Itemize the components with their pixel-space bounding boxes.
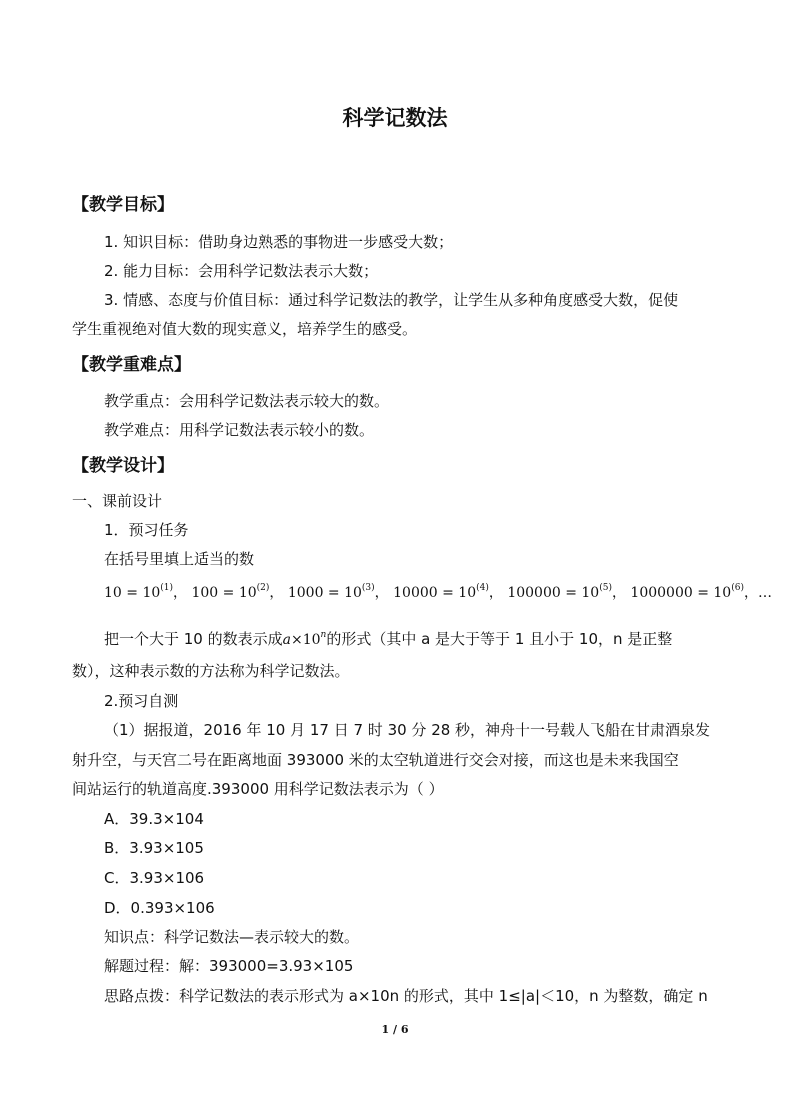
goal-knowledge: 1. 知识目标：借助身边熟悉的事物进一步感受大数； — [104, 233, 454, 251]
option-b: B．3.93×105 — [104, 839, 204, 857]
preview-task-title: 1．预习任务 — [104, 521, 189, 539]
equation-4: $10000 = 10^{(4)}$ — [393, 583, 489, 601]
page-number: 1 / 6 — [381, 1023, 409, 1036]
goal-ability: 2. 能力目标：会用科学记数法表示大数； — [104, 262, 379, 280]
definition-line2: 数），这种表示数的方法称为科学记数法。 — [72, 662, 350, 680]
preview-task-prompt: 在括号里填上适当的数 — [104, 550, 255, 568]
part-heading-pre-class: 一、课前设计 — [72, 492, 163, 510]
document-title: 科学记数法 — [342, 106, 448, 130]
equation-1: $10 = 10^{(1)}$ — [104, 583, 174, 601]
option-c: C．3.93×106 — [104, 869, 205, 887]
equation-2: $100 = 10^{(2)}$ — [191, 583, 270, 601]
option-a: A．39.3×104 — [104, 810, 204, 828]
goal-attitude-line2: 学生重视绝对值大数的现实意义，培养学生的感受。 — [72, 320, 418, 338]
question-1-line2: 射升空，与天宫二号在距离地面 393000 米的太空轨道进行交会对接，而这也是未来我国空 — [72, 751, 679, 769]
section-heading-key-points: 【教学重难点】 — [72, 355, 191, 375]
option-d: D．0.393×106 — [104, 899, 215, 917]
knowledge-point: 知识点：科学记数法—表示较大的数。 — [104, 928, 360, 946]
key-point: 教学重点：会用科学记数法表示较大的数。 — [104, 392, 390, 410]
power-equations: $10 = 10^{(1)}$， $100 = 10^{(2)}$， $1000 = 10^{(3)}$， $10000 = 10^{(4)}$， $100000 = 10^{(5)}$， $1000000 = 10^{(6)}$，… — [104, 583, 772, 601]
section-heading-goals: 【教学目标】 — [72, 195, 174, 215]
ellipsis: … — [757, 585, 772, 601]
question-1-line3: 间站运行的轨道高度.393000 用科学记数法表示为（ ） — [72, 780, 444, 798]
self-test-title: 2.预习自测 — [104, 692, 179, 710]
difficult-point: 教学难点：用科学记数法表示较小的数。 — [104, 421, 375, 439]
equation-6: $1000000 = 10^{(6)}$ — [630, 583, 744, 601]
section-heading-design: 【教学设计】 — [72, 456, 174, 476]
question-1-line1: （1）据报道，2016 年 10 月 17 日 7 时 30 分 28 秒，神舟十一号载人飞船在甘肃酒泉发 — [104, 721, 711, 739]
goal-attitude-line1: 3. 情感、态度与价值目标：通过科学记数法的教学，让学生从多种角度感受大数，促使 — [104, 291, 679, 309]
equation-5: $100000 = 10^{(5)}$ — [507, 583, 612, 601]
definition-line1: 把一个大于 10 的数表示成$a\times 10^n$的形式（其中 a 是大于等于 1 且小于 10，n 是正整 — [104, 630, 673, 648]
solution-process: 解题过程：解：393000=3.93×105 — [104, 957, 354, 975]
equation-3: $1000 = 10^{(3)}$ — [287, 583, 375, 601]
thinking-hint: 思路点拨：科学记数法的表示形式为 a×10n 的形式，其中 1≤|a|＜10，n 为整数，确定 n — [104, 987, 708, 1005]
definition-formula: $a\times 10^n$ — [282, 630, 327, 648]
